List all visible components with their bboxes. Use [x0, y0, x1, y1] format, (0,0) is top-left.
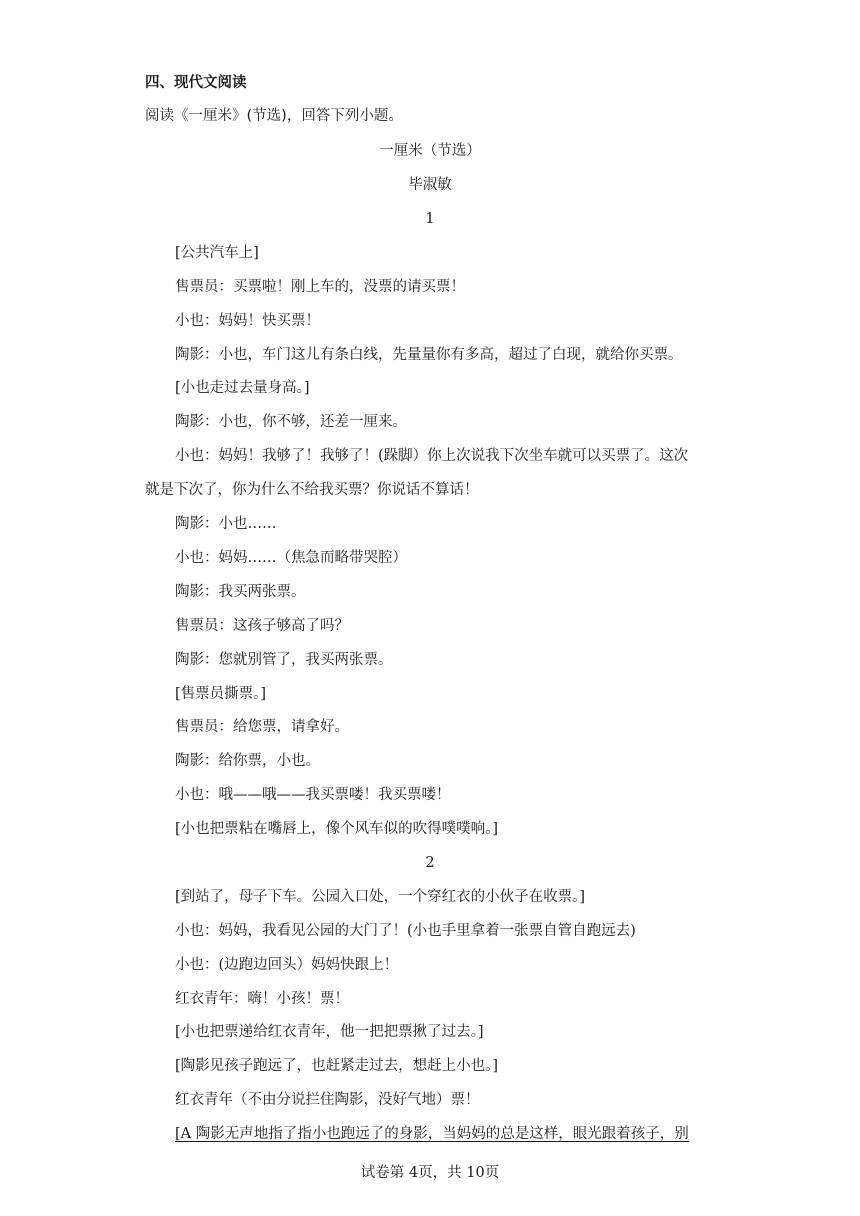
dialogue-line: 红衣青年（不由分说拦住陶影，没好气地）票！ [175, 1092, 480, 1108]
underlined-passage-a: [A 陶影无声地指了指小也跑远了的身影，当妈妈的总是这样，眼光跟着孩子，别 [175, 1126, 689, 1142]
dialogue-line: 小也：哦——哦——我买票喽！我买票喽！ [175, 787, 451, 803]
dialogue-line: [到站了，母子下车。公园入口处，一个穿红衣的小伙子在收票。] [175, 889, 586, 905]
dialogue-line: [小也把票粘在嘴唇上，像个风车似的吹得噗噗响。] [175, 821, 499, 837]
reading-instruction: 阅读《一厘米》(节选)，回答下列小题。 [145, 108, 403, 124]
dialogue-line: [小也把票递给红衣青年，他一把把票揪了过去。] [175, 1024, 484, 1040]
section-heading: 四、现代文阅读 [145, 75, 247, 91]
dialogue-line: 陶影：您就别管了，我买两张票。 [175, 652, 393, 668]
dialogue-line: 售票员：买票啦！刚上车的，没票的请买票！ [175, 279, 465, 295]
page-footer: 试卷第 4页，共 10页 [360, 1165, 500, 1181]
part-1-number: 1 [425, 211, 435, 227]
dialogue-line: [公共汽车上] [175, 245, 259, 261]
dialogue-line: [售票员撕票。] [175, 686, 267, 702]
dialogue-line: 小也：妈妈，我看见公园的大门了！(小也手里拿着一张票自管自跑远去) [175, 923, 636, 939]
dialogue-line: 陶影：小也…… [175, 516, 277, 532]
part-2-number: 2 [425, 855, 435, 871]
dialogue-line: 陶影：小也，你不够，还差一厘来。 [175, 414, 407, 430]
dialogue-line: 陶影：我买两张票。 [175, 584, 306, 600]
dialogue-line: 售票员：这孩子够高了吗？ [175, 618, 349, 634]
article-author: 毕淑敏 [408, 177, 452, 193]
dialogue-line: [陶影见孩子跑远了，也赶紧走过去，想赶上小也。] [175, 1058, 499, 1074]
dialogue-line: 陶影：给你票，小也。 [175, 753, 320, 769]
dialogue-line: 小也：妈妈……（焦急而略带哭腔） [175, 550, 407, 566]
dialogue-line: 售票员：给您票，请拿好。 [175, 719, 349, 735]
article-title: 一厘米（节选） [379, 143, 481, 159]
dialogue-line: 陶影：小也，车门这儿有条白线，先量量你有多高，超过了白现，就给你买票。 [175, 347, 683, 363]
dialogue-line: 红衣青年：嗨！小孩！票！ [175, 991, 349, 1007]
dialogue-line: [小也走过去量身高。] [175, 380, 310, 396]
dialogue-line-continued: 就是下次了，你为什么不给我买票？你说话不算话！ [145, 482, 479, 498]
dialogue-line: 小也：妈妈！快买票！ [175, 313, 320, 329]
dialogue-line: 小也：(边跑边回头）妈妈快跟上！ [175, 957, 399, 973]
dialogue-line: 小也：妈妈！我够了！我够了！(跺脚）你上次说我下次坐车就可以买票了。这次 [175, 448, 689, 464]
